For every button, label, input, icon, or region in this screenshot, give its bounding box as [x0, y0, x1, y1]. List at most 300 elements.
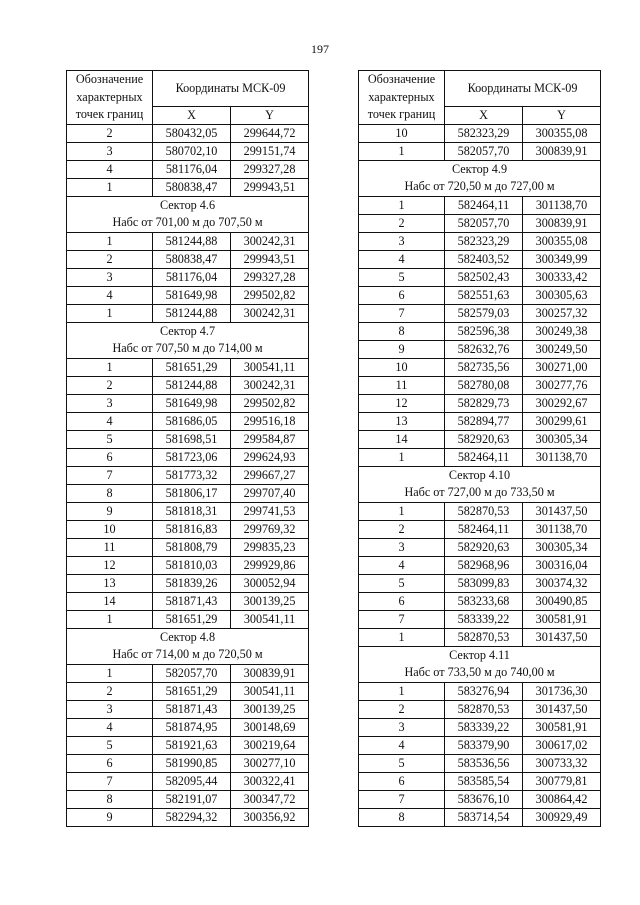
point-number-cell: 5	[359, 268, 445, 286]
point-number-cell: 3	[359, 232, 445, 250]
sector-title: Сектор 4.9	[451, 161, 508, 176]
sector-title: Сектор 4.10	[448, 467, 511, 482]
y-coordinate-cell: 300581,91	[523, 610, 601, 628]
point-number-cell: 6	[67, 448, 153, 466]
point-number-cell: 9	[67, 502, 153, 520]
x-coordinate-cell: 582464,11	[445, 520, 523, 538]
sector-title: Сектор 4.11	[449, 647, 510, 662]
y-coordinate-cell: 299943,51	[231, 250, 309, 268]
sector-elevation-range: Набс от 714,00 м до 720,50 м	[112, 647, 263, 661]
point-number-cell: 11	[67, 538, 153, 556]
point-number-cell: 5	[67, 736, 153, 754]
y-coordinate-cell: 300733,32	[523, 754, 601, 772]
x-coordinate-cell: 581651,29	[153, 358, 231, 376]
y-coordinate-cell: 300374,32	[523, 574, 601, 592]
table-row	[359, 304, 601, 322]
point-number-cell: 7	[359, 610, 445, 628]
x-coordinate-cell: 581806,17	[153, 484, 231, 502]
table-row	[67, 232, 309, 250]
x-coordinate-cell: 581651,29	[153, 682, 231, 700]
point-number-cell: 8	[359, 808, 445, 826]
sector-row	[67, 628, 309, 664]
y-coordinate-cell: 300541,11	[231, 358, 309, 376]
x-coordinate-cell: 582579,03	[445, 304, 523, 322]
point-number-cell: 3	[67, 394, 153, 412]
y-coordinate-cell: 299327,28	[231, 268, 309, 286]
x-coordinate-cell: 582057,70	[445, 214, 523, 232]
sector-elevation-range: Набс от 701,00 м до 707,50 м	[112, 215, 263, 229]
x-coordinate-cell: 582191,07	[153, 790, 231, 808]
table-row	[67, 484, 309, 502]
x-coordinate-cell: 580838,47	[153, 178, 231, 196]
point-number-cell: 1	[359, 628, 445, 646]
point-number-cell: 5	[67, 430, 153, 448]
x-coordinate-cell: 582920,63	[445, 538, 523, 556]
y-coordinate-cell: 300349,99	[523, 250, 601, 268]
table-row	[359, 538, 601, 556]
x-coordinate-cell: 582057,70	[445, 142, 523, 160]
x-coordinate-cell: 582502,43	[445, 268, 523, 286]
table-row	[359, 124, 601, 142]
x-coordinate-cell: 582464,11	[445, 448, 523, 466]
table-row	[359, 430, 601, 448]
table-row	[67, 502, 309, 520]
point-number-cell: 2	[67, 250, 153, 268]
point-number-cell: 8	[67, 484, 153, 502]
x-coordinate-cell: 582780,08	[445, 376, 523, 394]
sector-title: Сектор 4.6	[159, 197, 216, 212]
x-coordinate-cell: 581810,03	[153, 556, 231, 574]
y-coordinate-cell: 299151,74	[231, 142, 309, 160]
table-row	[359, 700, 601, 718]
point-number-cell: 6	[359, 592, 445, 610]
point-number-cell: 11	[359, 376, 445, 394]
header-row	[359, 71, 601, 107]
y-coordinate-cell: 300356,92	[231, 808, 309, 826]
table-row	[359, 250, 601, 268]
y-coordinate-cell: 300242,31	[231, 376, 309, 394]
point-number-cell: 1	[359, 142, 445, 160]
table-row	[359, 520, 601, 538]
table-row	[359, 754, 601, 772]
y-coordinate-cell: 300347,72	[231, 790, 309, 808]
y-coordinate-cell: 300333,42	[523, 268, 601, 286]
x-coordinate-cell: 583379,90	[445, 736, 523, 754]
coordinates-table-left	[66, 70, 309, 827]
sector-row	[67, 196, 309, 232]
table-row	[359, 556, 601, 574]
point-number-cell: 3	[67, 142, 153, 160]
x-coordinate-cell: 582596,38	[445, 322, 523, 340]
x-coordinate-cell: 583233,68	[445, 592, 523, 610]
y-coordinate-cell: 299667,27	[231, 466, 309, 484]
y-coordinate-cell: 300305,63	[523, 286, 601, 304]
sector-header	[359, 160, 601, 196]
x-coordinate-cell: 581176,04	[153, 268, 231, 286]
y-coordinate-cell: 300052,94	[231, 574, 309, 592]
x-coordinate-cell: 581649,98	[153, 286, 231, 304]
table-row	[67, 682, 309, 700]
x-coordinate-cell: 582870,53	[445, 502, 523, 520]
x-coordinate-cell: 583339,22	[445, 718, 523, 736]
table-row	[359, 448, 601, 466]
y-coordinate-cell: 299327,28	[231, 160, 309, 178]
y-coordinate-cell: 300249,50	[523, 340, 601, 358]
x-coordinate-cell: 583099,83	[445, 574, 523, 592]
point-number-cell: 2	[67, 124, 153, 142]
x-coordinate-cell: 581244,88	[153, 304, 231, 322]
x-coordinate-cell: 583276,94	[445, 682, 523, 700]
point-number-cell: 9	[359, 340, 445, 358]
point-number-cell: 14	[67, 592, 153, 610]
point-number-cell: 4	[359, 556, 445, 574]
table-row	[359, 574, 601, 592]
header-designation: Обозначение характерных точек границ	[359, 71, 445, 125]
x-coordinate-cell: 582894,77	[445, 412, 523, 430]
header-y: Y	[231, 106, 309, 124]
table-row	[359, 196, 601, 214]
header-coordinates: Координаты МСК-09	[153, 71, 309, 107]
y-coordinate-cell: 300299,61	[523, 412, 601, 430]
y-coordinate-cell: 300541,11	[231, 610, 309, 628]
table-row	[67, 466, 309, 484]
x-coordinate-cell: 583585,54	[445, 772, 523, 790]
table-row	[359, 358, 601, 376]
table-row	[359, 790, 601, 808]
y-coordinate-cell: 300316,04	[523, 556, 601, 574]
table-row	[67, 556, 309, 574]
x-coordinate-cell: 582323,29	[445, 124, 523, 142]
y-coordinate-cell: 300139,25	[231, 700, 309, 718]
table-row	[359, 718, 601, 736]
x-coordinate-cell: 582294,32	[153, 808, 231, 826]
x-coordinate-cell: 582920,63	[445, 430, 523, 448]
x-coordinate-cell: 583714,54	[445, 808, 523, 826]
y-coordinate-cell: 299584,87	[231, 430, 309, 448]
y-coordinate-cell: 300305,34	[523, 538, 601, 556]
x-coordinate-cell: 582464,11	[445, 196, 523, 214]
y-coordinate-cell: 300271,00	[523, 358, 601, 376]
point-number-cell: 6	[67, 754, 153, 772]
y-coordinate-cell: 299943,51	[231, 178, 309, 196]
y-coordinate-cell: 300148,69	[231, 718, 309, 736]
x-coordinate-cell: 582870,53	[445, 628, 523, 646]
x-coordinate-cell: 582551,63	[445, 286, 523, 304]
y-coordinate-cell: 300242,31	[231, 304, 309, 322]
table-row	[67, 772, 309, 790]
x-coordinate-cell: 582323,29	[445, 232, 523, 250]
y-coordinate-cell: 300839,91	[523, 142, 601, 160]
table-row	[67, 736, 309, 754]
x-coordinate-cell: 582735,56	[445, 358, 523, 376]
y-coordinate-cell: 300617,02	[523, 736, 601, 754]
y-coordinate-cell: 300242,31	[231, 232, 309, 250]
y-coordinate-cell: 299624,93	[231, 448, 309, 466]
x-coordinate-cell: 581808,79	[153, 538, 231, 556]
y-coordinate-cell: 300355,08	[523, 232, 601, 250]
x-coordinate-cell: 583339,22	[445, 610, 523, 628]
sector-header	[359, 466, 601, 502]
y-coordinate-cell: 300219,64	[231, 736, 309, 754]
table-row	[67, 700, 309, 718]
x-coordinate-cell: 581871,43	[153, 592, 231, 610]
header-x: X	[153, 106, 231, 124]
sector-elevation-range: Набс от 707,50 м до 714,00 м	[112, 341, 263, 355]
point-number-cell: 4	[67, 718, 153, 736]
table-row	[359, 376, 601, 394]
x-coordinate-cell: 581816,83	[153, 520, 231, 538]
sector-elevation-range: Набс от 720,50 м до 727,00 м	[404, 179, 555, 193]
table-row	[359, 394, 601, 412]
x-coordinate-cell: 582057,70	[153, 664, 231, 682]
point-number-cell: 1	[67, 610, 153, 628]
y-coordinate-cell: 300322,41	[231, 772, 309, 790]
point-number-cell: 10	[67, 520, 153, 538]
point-number-cell: 10	[359, 358, 445, 376]
point-number-cell: 3	[67, 700, 153, 718]
y-coordinate-cell: 300249,38	[523, 322, 601, 340]
y-coordinate-cell: 301138,70	[523, 520, 601, 538]
table-row	[359, 592, 601, 610]
table-row	[359, 628, 601, 646]
point-number-cell: 10	[359, 124, 445, 142]
header-designation: Обозначение характерных точек границ	[67, 71, 153, 125]
point-number-cell: 4	[67, 160, 153, 178]
point-number-cell: 14	[359, 430, 445, 448]
point-number-cell: 13	[67, 574, 153, 592]
x-coordinate-cell: 581244,88	[153, 232, 231, 250]
point-number-cell: 4	[67, 286, 153, 304]
table-row	[67, 610, 309, 628]
y-coordinate-cell: 299929,86	[231, 556, 309, 574]
table-row	[67, 178, 309, 196]
x-coordinate-cell: 581990,85	[153, 754, 231, 772]
point-number-cell: 8	[359, 322, 445, 340]
x-coordinate-cell: 581686,05	[153, 412, 231, 430]
page-number: 197	[311, 42, 329, 56]
table-row	[359, 772, 601, 790]
point-number-cell: 1	[67, 304, 153, 322]
table-row	[67, 574, 309, 592]
sector-row	[359, 646, 601, 682]
table-row	[67, 718, 309, 736]
x-coordinate-cell: 581651,29	[153, 610, 231, 628]
y-coordinate-cell: 300839,91	[231, 664, 309, 682]
point-number-cell: 6	[359, 772, 445, 790]
point-number-cell: 2	[359, 520, 445, 538]
y-coordinate-cell: 299707,40	[231, 484, 309, 502]
point-number-cell: 2	[67, 376, 153, 394]
table-row	[67, 808, 309, 826]
y-coordinate-cell: 300864,42	[523, 790, 601, 808]
x-coordinate-cell: 583536,56	[445, 754, 523, 772]
sector-row	[359, 466, 601, 502]
table-row	[359, 502, 601, 520]
point-number-cell: 13	[359, 412, 445, 430]
x-coordinate-cell: 581871,43	[153, 700, 231, 718]
table-row	[359, 412, 601, 430]
sector-title: Сектор 4.8	[159, 629, 216, 644]
table-row	[67, 304, 309, 322]
x-coordinate-cell: 583676,10	[445, 790, 523, 808]
table-row	[67, 592, 309, 610]
x-coordinate-cell: 582403,52	[445, 250, 523, 268]
y-coordinate-cell: 300277,10	[231, 754, 309, 772]
point-number-cell: 4	[67, 412, 153, 430]
y-coordinate-cell: 300277,76	[523, 376, 601, 394]
y-coordinate-cell: 300257,32	[523, 304, 601, 322]
y-coordinate-cell: 300305,34	[523, 430, 601, 448]
table-row	[67, 538, 309, 556]
y-coordinate-cell: 299516,18	[231, 412, 309, 430]
table-row	[67, 358, 309, 376]
table-row	[359, 736, 601, 754]
table-row	[359, 340, 601, 358]
table-row	[67, 430, 309, 448]
point-number-cell: 12	[67, 556, 153, 574]
point-number-cell: 4	[359, 736, 445, 754]
x-coordinate-cell: 581773,32	[153, 466, 231, 484]
point-number-cell: 1	[359, 448, 445, 466]
y-coordinate-cell: 300929,49	[523, 808, 601, 826]
table-row	[359, 268, 601, 286]
point-number-cell: 5	[359, 574, 445, 592]
y-coordinate-cell: 300355,08	[523, 124, 601, 142]
y-coordinate-cell: 299741,53	[231, 502, 309, 520]
sector-elevation-range: Набс от 733,50 м до 740,00 м	[404, 665, 555, 679]
sector-header	[67, 322, 309, 358]
y-coordinate-cell: 300779,81	[523, 772, 601, 790]
y-coordinate-cell: 299835,23	[231, 538, 309, 556]
point-number-cell: 4	[359, 250, 445, 268]
point-number-cell: 7	[67, 772, 153, 790]
point-number-cell: 1	[359, 682, 445, 700]
table-row	[67, 664, 309, 682]
table-row	[67, 520, 309, 538]
header-x: X	[445, 106, 523, 124]
header-coordinates: Координаты МСК-09	[445, 71, 601, 107]
point-number-cell: 7	[359, 790, 445, 808]
y-coordinate-cell: 301138,70	[523, 196, 601, 214]
table-row	[67, 394, 309, 412]
table-row	[67, 160, 309, 178]
y-coordinate-cell: 301138,70	[523, 448, 601, 466]
point-number-cell: 1	[67, 178, 153, 196]
point-number-cell: 2	[67, 682, 153, 700]
table-row	[359, 214, 601, 232]
x-coordinate-cell: 580838,47	[153, 250, 231, 268]
table-row	[67, 754, 309, 772]
point-number-cell: 2	[359, 214, 445, 232]
x-coordinate-cell: 581176,04	[153, 160, 231, 178]
y-coordinate-cell: 300541,11	[231, 682, 309, 700]
header-row	[67, 71, 309, 107]
table-row	[67, 142, 309, 160]
x-coordinate-cell: 581818,31	[153, 502, 231, 520]
x-coordinate-cell: 581874,95	[153, 718, 231, 736]
sector-header	[359, 646, 601, 682]
point-number-cell: 7	[359, 304, 445, 322]
table-row	[359, 286, 601, 304]
coordinates-table-right	[358, 70, 601, 827]
table-row	[67, 286, 309, 304]
y-coordinate-cell: 300139,25	[231, 592, 309, 610]
point-number-cell: 7	[67, 466, 153, 484]
table-row	[359, 232, 601, 250]
x-coordinate-cell: 582870,53	[445, 700, 523, 718]
x-coordinate-cell: 581723,06	[153, 448, 231, 466]
x-coordinate-cell: 580432,05	[153, 124, 231, 142]
y-coordinate-cell: 301437,50	[523, 700, 601, 718]
point-number-cell: 1	[67, 232, 153, 250]
table-row	[359, 682, 601, 700]
y-coordinate-cell: 300839,91	[523, 214, 601, 232]
x-coordinate-cell: 581244,88	[153, 376, 231, 394]
x-coordinate-cell: 582968,96	[445, 556, 523, 574]
point-number-cell: 3	[359, 718, 445, 736]
sector-header	[67, 628, 309, 664]
point-number-cell: 3	[359, 538, 445, 556]
table-row	[67, 268, 309, 286]
sector-header	[67, 196, 309, 232]
y-coordinate-cell: 300490,85	[523, 592, 601, 610]
sector-elevation-range: Набс от 727,00 м до 733,50 м	[404, 485, 555, 499]
point-number-cell: 6	[359, 286, 445, 304]
table-row	[359, 322, 601, 340]
point-number-cell: 3	[67, 268, 153, 286]
table-row	[359, 808, 601, 826]
sector-row	[359, 160, 601, 196]
table-row	[359, 142, 601, 160]
y-coordinate-cell: 301437,50	[523, 628, 601, 646]
point-number-cell: 1	[67, 664, 153, 682]
table-row	[359, 610, 601, 628]
point-number-cell: 1	[359, 502, 445, 520]
x-coordinate-cell: 581839,26	[153, 574, 231, 592]
y-coordinate-cell: 301736,30	[523, 682, 601, 700]
point-number-cell: 5	[359, 754, 445, 772]
sector-title: Сектор 4.7	[159, 323, 216, 338]
point-number-cell: 2	[359, 700, 445, 718]
table-row	[67, 448, 309, 466]
y-coordinate-cell: 299502,82	[231, 394, 309, 412]
table-row	[67, 412, 309, 430]
x-coordinate-cell: 581921,63	[153, 736, 231, 754]
table-row	[67, 124, 309, 142]
y-coordinate-cell: 300581,91	[523, 718, 601, 736]
point-number-cell: 1	[359, 196, 445, 214]
point-number-cell: 12	[359, 394, 445, 412]
sector-row	[67, 322, 309, 358]
x-coordinate-cell: 581698,51	[153, 430, 231, 448]
table-row	[67, 790, 309, 808]
y-coordinate-cell: 301437,50	[523, 502, 601, 520]
y-coordinate-cell: 300292,67	[523, 394, 601, 412]
y-coordinate-cell: 299644,72	[231, 124, 309, 142]
point-number-cell: 1	[67, 358, 153, 376]
point-number-cell: 8	[67, 790, 153, 808]
y-coordinate-cell: 299502,82	[231, 286, 309, 304]
table-row	[67, 376, 309, 394]
y-coordinate-cell: 299769,32	[231, 520, 309, 538]
table-row	[67, 250, 309, 268]
x-coordinate-cell: 582829,73	[445, 394, 523, 412]
x-coordinate-cell: 582095,44	[153, 772, 231, 790]
header-y: Y	[523, 106, 601, 124]
x-coordinate-cell: 580702,10	[153, 142, 231, 160]
x-coordinate-cell: 581649,98	[153, 394, 231, 412]
point-number-cell: 9	[67, 808, 153, 826]
